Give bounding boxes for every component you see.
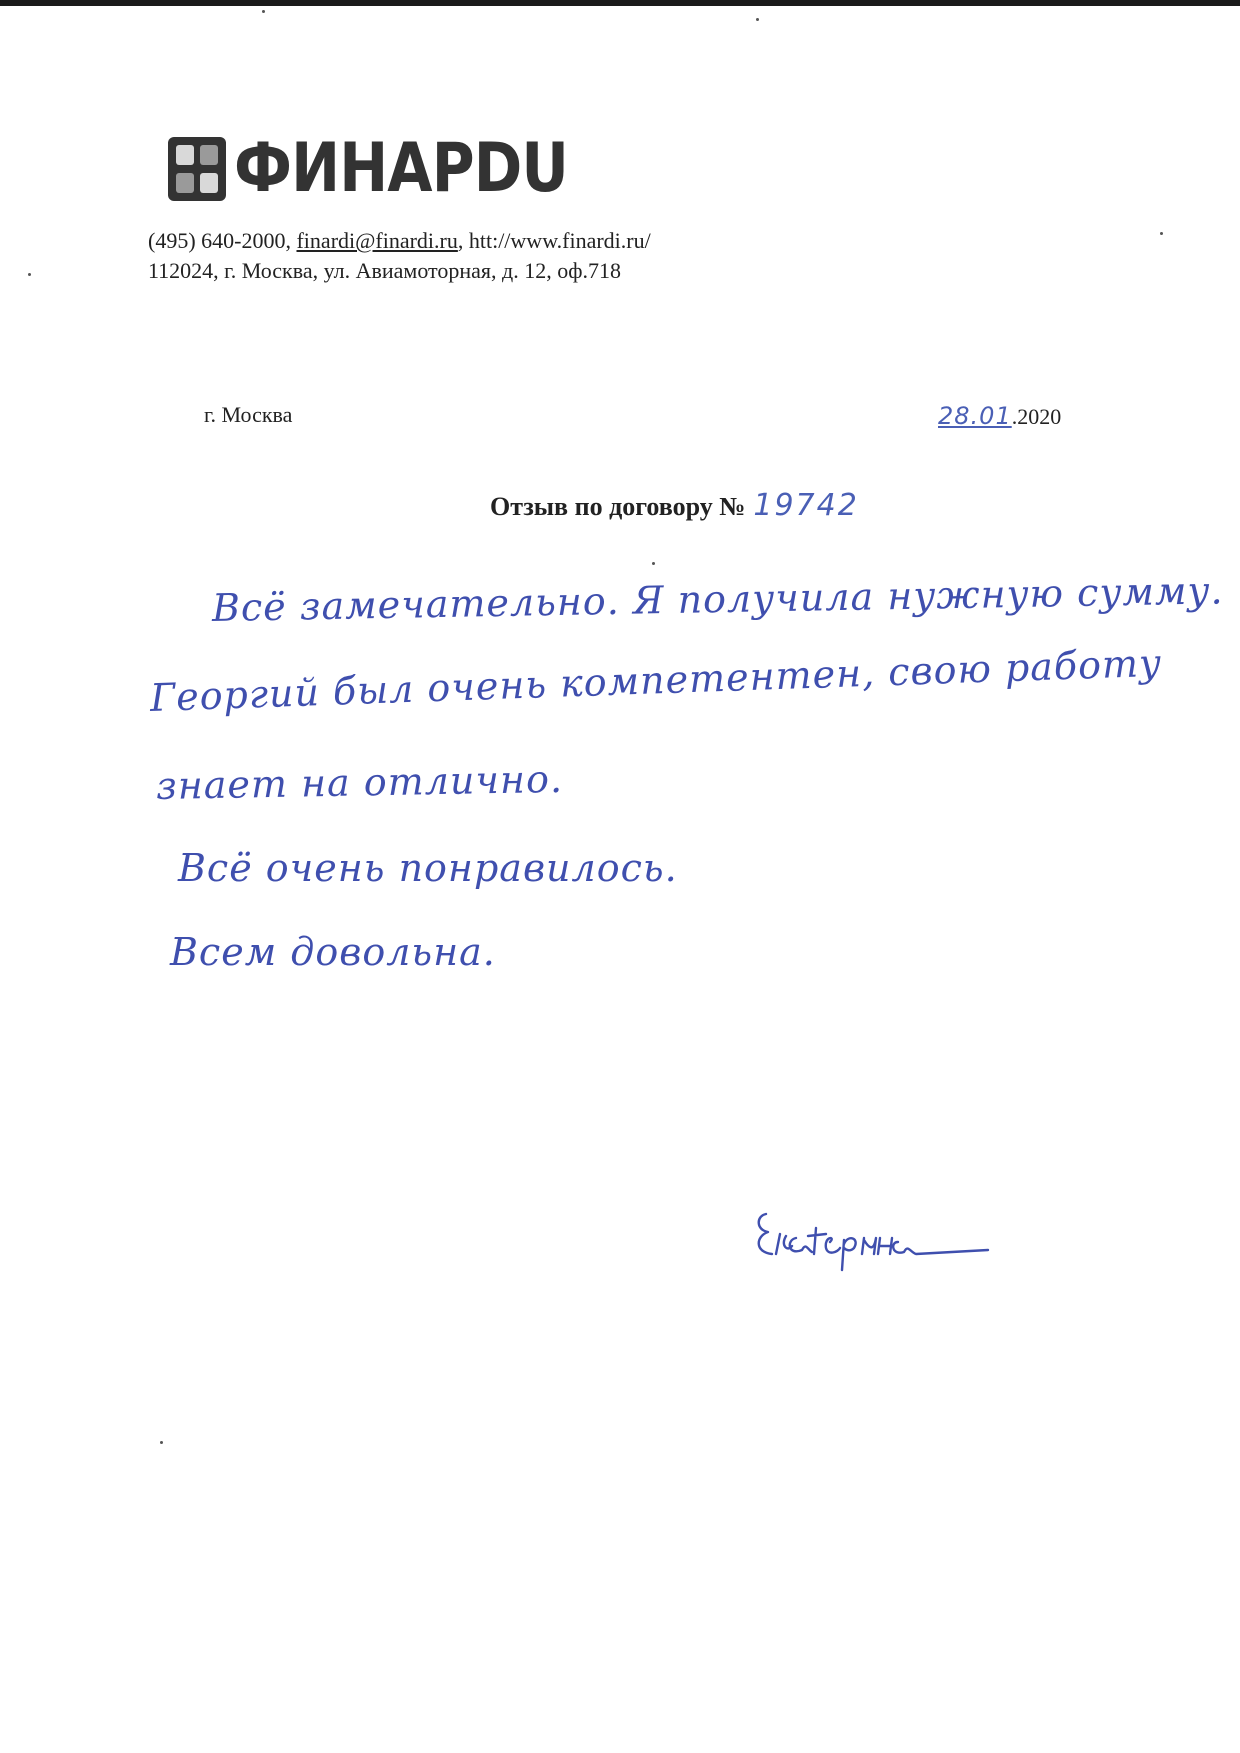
scan-speck (1160, 232, 1163, 235)
date-year: .2020 (1011, 404, 1062, 429)
phone: (495) 640-2000, (148, 228, 297, 253)
document-title (490, 488, 859, 523)
logo-grid-icon (168, 135, 226, 203)
review-line: Георгий был очень компетентен, свою работу (149, 640, 1163, 720)
scan-speck (28, 273, 31, 276)
scan-speck (652, 562, 655, 565)
city: г. Москва (204, 402, 293, 427)
address: 112024, г. Москва, ул. Авиамоторная, д. 12, оф.718 (148, 258, 621, 283)
email-link[interactable]: finardi@finardi.ru (296, 228, 458, 253)
scan-edge (0, 0, 1240, 6)
company-name: ФИНАРDU (234, 129, 569, 208)
review-line: знает на отлично. (155, 756, 564, 808)
scan-speck (160, 1441, 163, 1444)
handwritten-date: 28.01 (938, 402, 1012, 430)
letterhead-contacts (148, 226, 651, 286)
document-date (938, 402, 1061, 430)
review-line: Всем довольна. (170, 930, 496, 974)
review-line: Всё очень понравилось. (178, 846, 678, 890)
title-label: Отзыв по договору № (490, 492, 746, 521)
review-line: Всё замечательно. Я получила нужную сумму. (211, 568, 1224, 630)
website: , htt://www.finardi.ru/ (457, 228, 651, 253)
scan-speck (756, 18, 759, 21)
scan-speck (262, 10, 265, 13)
company-logo (168, 129, 622, 208)
contact-line (148, 226, 651, 256)
contract-number: 19742 (753, 488, 859, 523)
handwritten-signature (752, 1194, 992, 1274)
